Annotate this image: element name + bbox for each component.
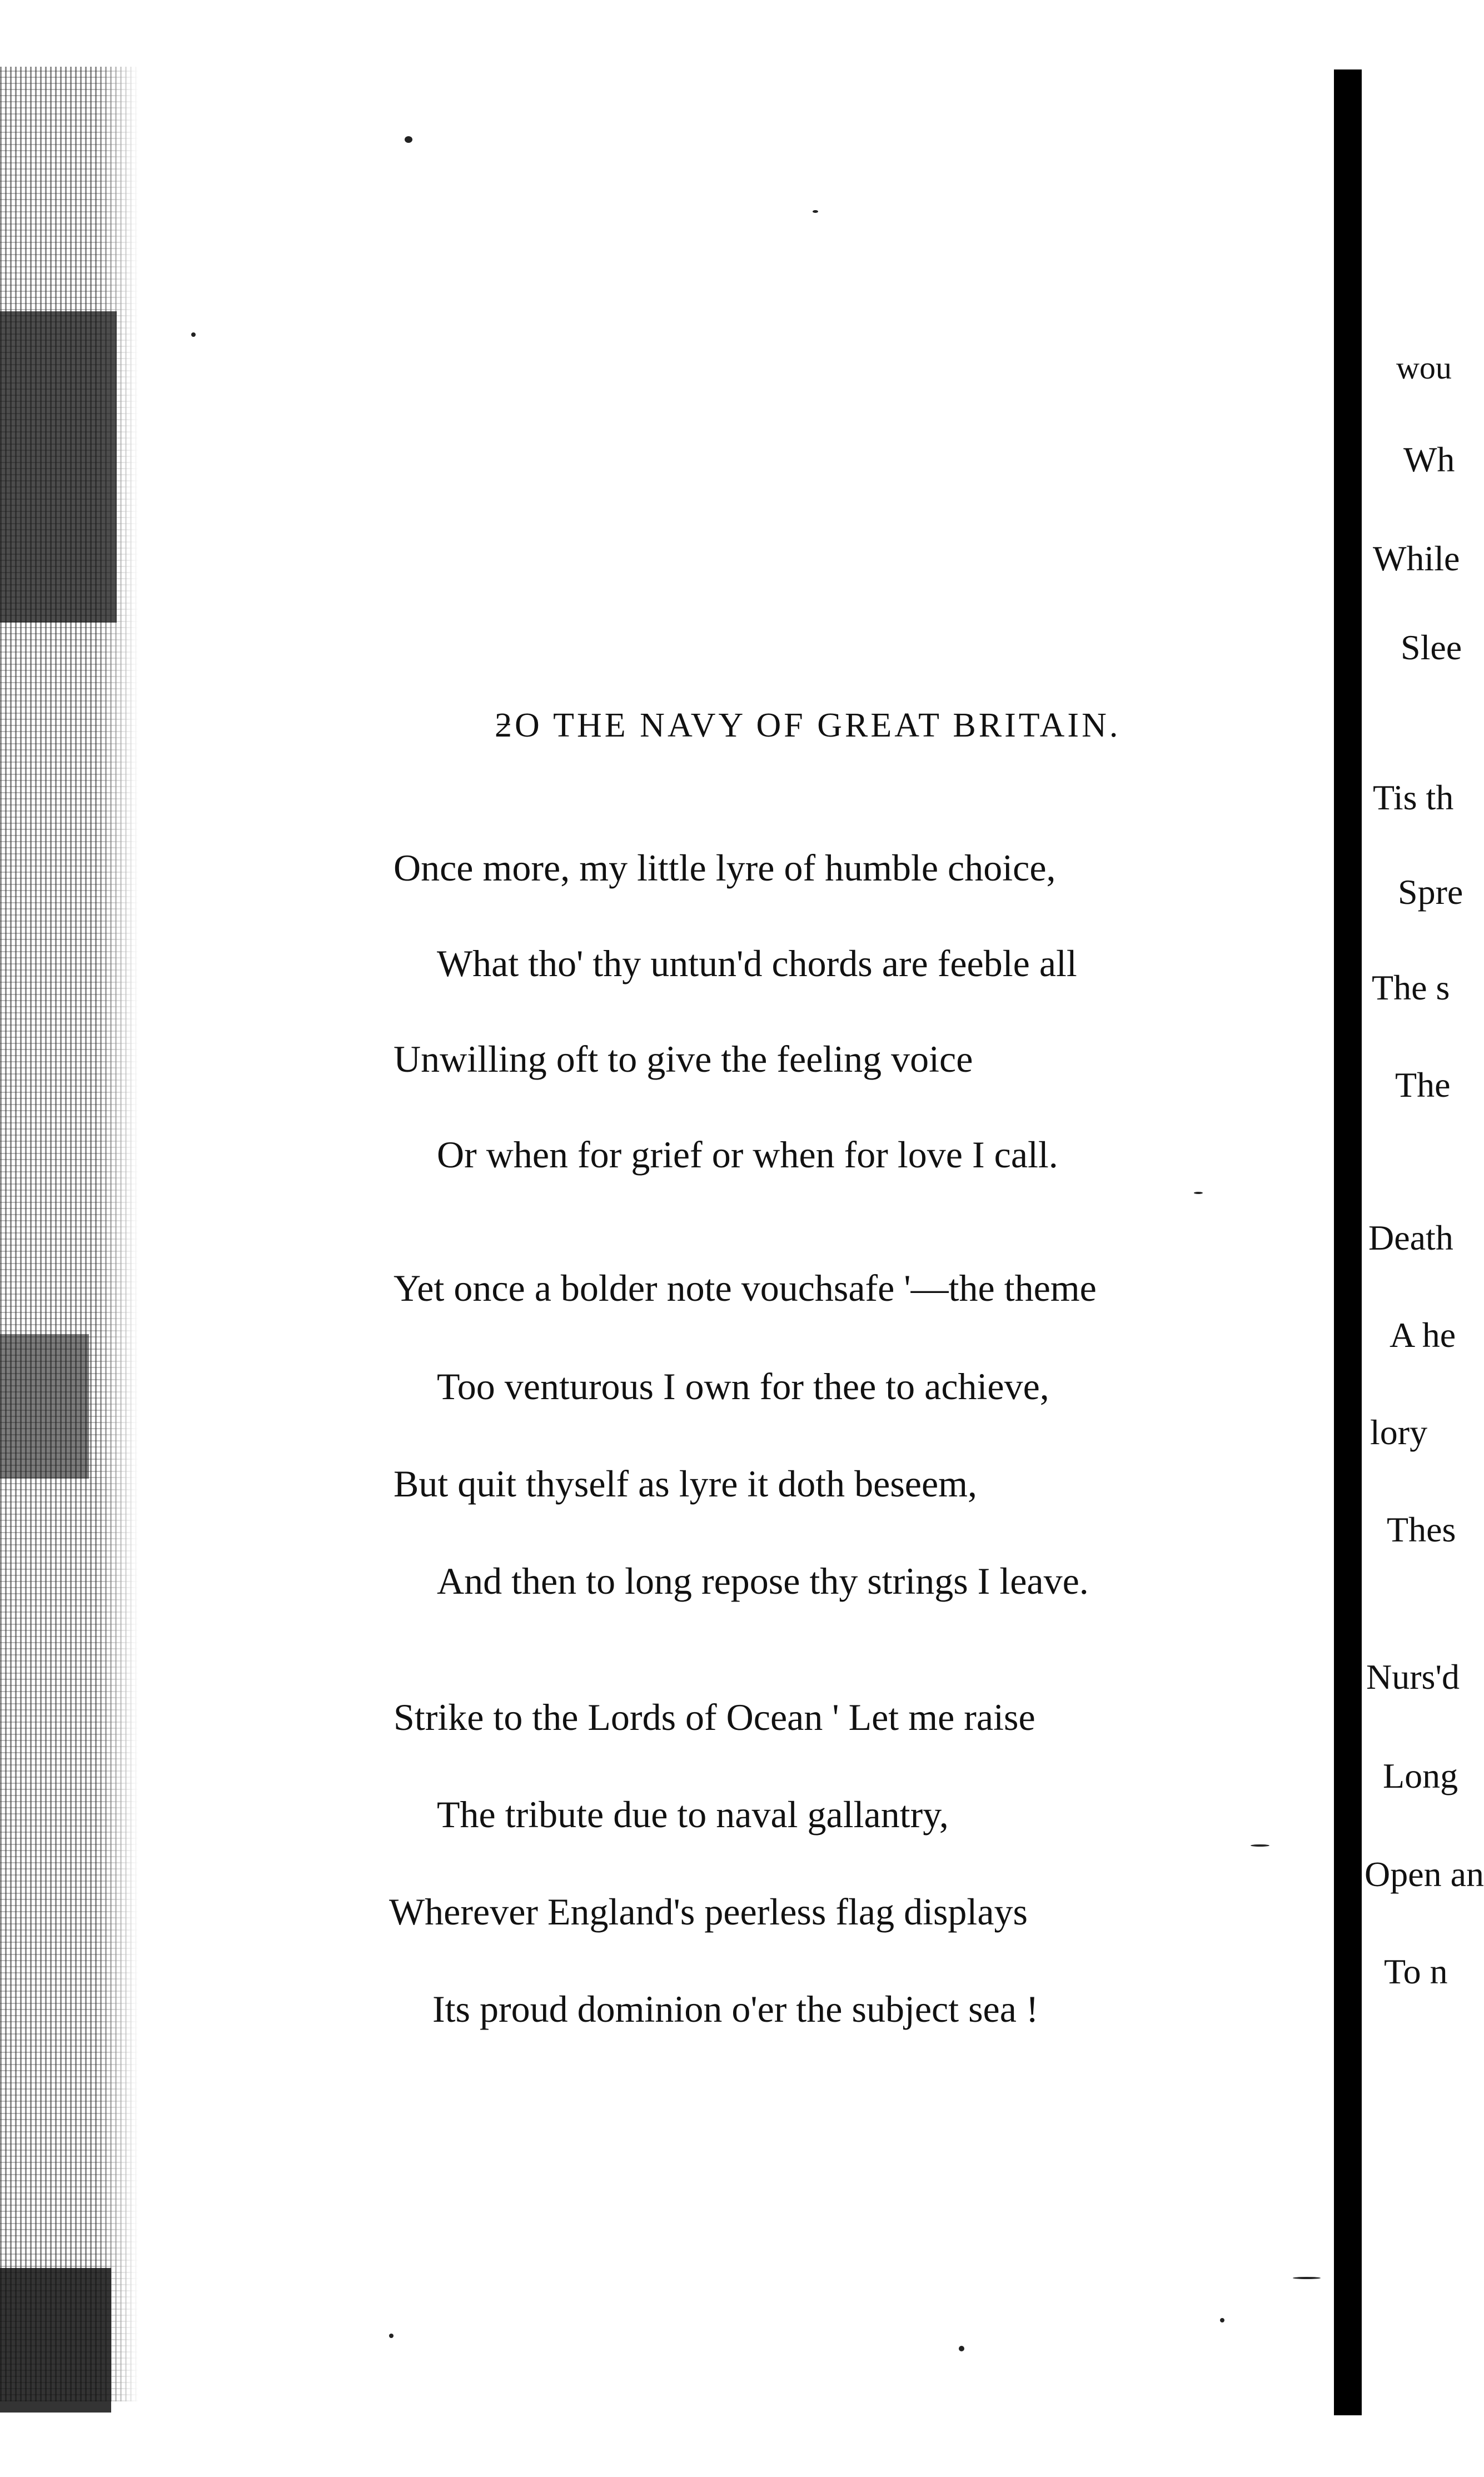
facing-page-fragment: wou [1396, 350, 1452, 386]
ink-speck [1220, 2318, 1224, 2322]
ink-speck [191, 332, 196, 337]
binding-gutter-bar [1334, 69, 1362, 2415]
poem-line: The tribute due to naval gallantry, [437, 1793, 949, 1836]
poem-line: Once more, my little lyre of humble choice, [394, 847, 1056, 889]
ink-speck [1293, 2277, 1321, 2279]
facing-page-fragment: A he [1390, 1315, 1456, 1355]
poem-title: ƻO THE NAVY OF GREAT BRITAIN. [495, 707, 1121, 744]
facing-page-fragment: Open an [1365, 1854, 1484, 1894]
facing-page-fragment: Thes [1387, 1510, 1456, 1549]
facing-page-fragment: The [1395, 1065, 1451, 1105]
edge-shadow-top [0, 311, 117, 623]
poem-line: Yet once a bolder note vouchsafe '—the theme [394, 1267, 1097, 1309]
facing-page-fragment: While [1373, 539, 1460, 578]
facing-page-fragment: Nurs'd [1366, 1657, 1460, 1697]
poem-line: But quit thyself as lyre it doth beseem, [394, 1463, 978, 1505]
ink-speck [813, 210, 818, 213]
poem-line: What tho' thy untun'd chords are feeble all [437, 942, 1077, 984]
ink-speck [405, 136, 412, 143]
poem-line: Too venturous I own for thee to achieve, [437, 1365, 1049, 1407]
edge-shadow-bottom [0, 2268, 111, 2413]
facing-page-fragment: Long [1383, 1756, 1458, 1795]
facing-page-fragment: lory [1370, 1412, 1428, 1452]
edge-shadow-mid [0, 1334, 89, 1479]
poem-line: Its proud dominion o'er the subject sea ! [432, 1988, 1039, 2030]
poem-line: Wherever England's peerless flag displays [389, 1891, 1028, 1933]
facing-page-fragment: Wh [1403, 440, 1455, 479]
poem-line: Strike to the Lords of Ocean ' Let me raise [394, 1696, 1035, 1738]
poem-line: Unwilling oft to give the feeling voice [394, 1038, 973, 1080]
ink-speck [959, 2346, 964, 2351]
facing-page-fragment: To n [1384, 1952, 1448, 1991]
facing-page-fragment: The s [1372, 968, 1450, 1007]
facing-page-fragment: Death [1368, 1218, 1453, 1257]
facing-page-fragment: Spre [1398, 872, 1463, 912]
poem-line: And then to long repose thy strings I leave. [437, 1560, 1089, 1602]
facing-page-fragment: Tis th [1373, 778, 1454, 817]
facing-page-fragment: Slee [1401, 628, 1462, 667]
poem-line: Or when for grief or when for love I call. [437, 1133, 1058, 1176]
ink-speck [389, 2334, 394, 2338]
ink-speck [1251, 1844, 1269, 1847]
ink-speck [1194, 1192, 1203, 1194]
